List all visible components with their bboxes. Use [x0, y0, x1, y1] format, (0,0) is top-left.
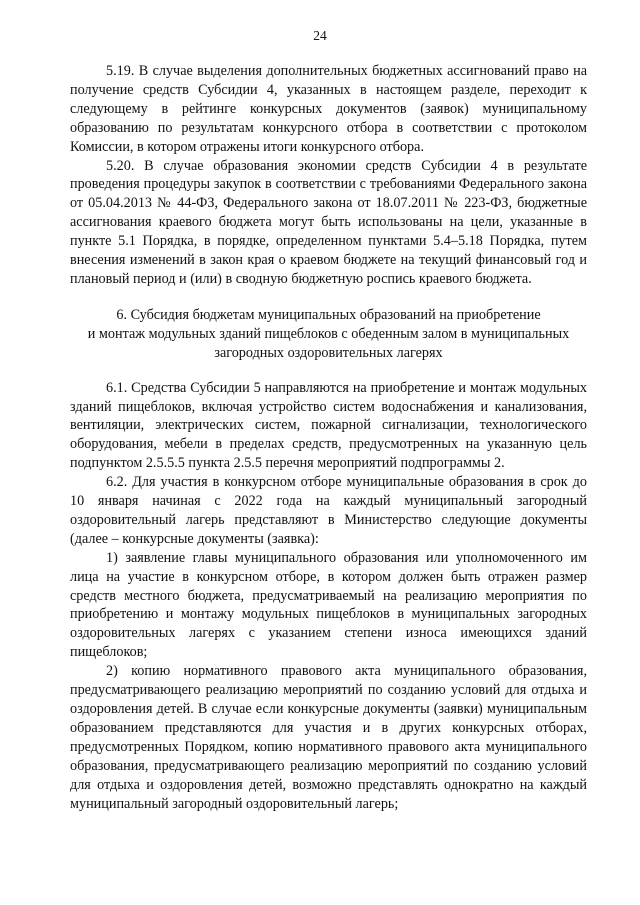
list-item-1: 1) заявление главы муниципального образования или уполномоченного им лица на участие в конкурсном отборе, в котором должен быть отражен размер средств местного бюджета, предусматриваемый на реализацию мероприятия по приобретению и монтажу модульных пищеблоков в муниципальных загородных оздоровительных лагерях с указанием степени износа имеющихся зданий пищеблоков; [70, 549, 587, 661]
paragraph-5-19: 5.19. В случае выделения дополнительных бюджетных ассигнований право на получение средств Субсидии 4, указанных в настоящем разделе, переходит к следующему в рейтинге конкурсных документов (заявок) муниципальному образованию по результатам конкурсного отбора в соответствии с протоколом Комиссии, в котором отражены итоги конкурсного отбора. [70, 63, 587, 155]
paragraph-6-2: 6.2. Для участия в конкурсном отборе муниципальные образования в срок до 10 января начиная с 2022 года на каждый муниципальный загородный оздоровительный лагерь представляют в Министерство следующие документы (далее – конкурсные документы (заявка): [70, 474, 587, 547]
section-heading-line: загородных оздоровительных лагерях [214, 344, 443, 361]
section-6-heading [70, 306, 587, 363]
section-heading-line: 6. Субсидия бюджетам муниципальных образований на приобретение [116, 306, 541, 323]
section-heading-line: и монтаж модульных зданий пищеблоков с обеденным залом в муниципальных [87, 325, 570, 342]
document-body [70, 62, 587, 813]
page-number: 24 [313, 28, 327, 43]
paragraph-5-20: 5.20. В случае образования экономии средств Субсидии 4 в результате проведения процедуры закупок в соответствии с требованиями Федерального закона от 05.04.2013 № 44-ФЗ, Федерального закона от 18.07.2011 № 223-ФЗ, бюджетные ассигнования краевого бюджета могут быть использованы на цели, указанные в пункте 5.1 Порядка, в порядке, определенном пунктами 5.4–5.18 Порядка, путем внесения изменений в закон края о краевом бюджете на текущий финансовый год и плановый период и (или) в сводную бюджетную роспись краевого бюджета. [70, 157, 587, 287]
list-item-2: 2) копию нормативного правового акта муниципального образования, предусматривающего реализацию мероприятий по созданию условий для отдыха и оздоровления детей. В случае если конкурсные документы (заявки) муниципальным образованием представляются для участия и в других конкурсных отборах, предусмотренных Порядком, копию нормативного правового акта муниципального образования, предусматривающего реализацию мероприятий по созданию условий для отдыха и оздоровления детей, возможно представлять однократно на каждый муниципальный загородный оздоровительный лагерь; [70, 663, 587, 812]
paragraph-6-1: 6.1. Средства Субсидии 5 направляются на приобретение и монтаж модульных зданий пищеблоков, включая устройство систем водоснабжения и канализования, вентиляции, электрических систем, пожарной сигнализации, технологического оборудования, мебели в пределах средств, предусмотренных на указанную цель подпунктом 2.5.5.5 пункта 2.5.5 перечня мероприятий подпрограммы 2. [70, 379, 587, 472]
